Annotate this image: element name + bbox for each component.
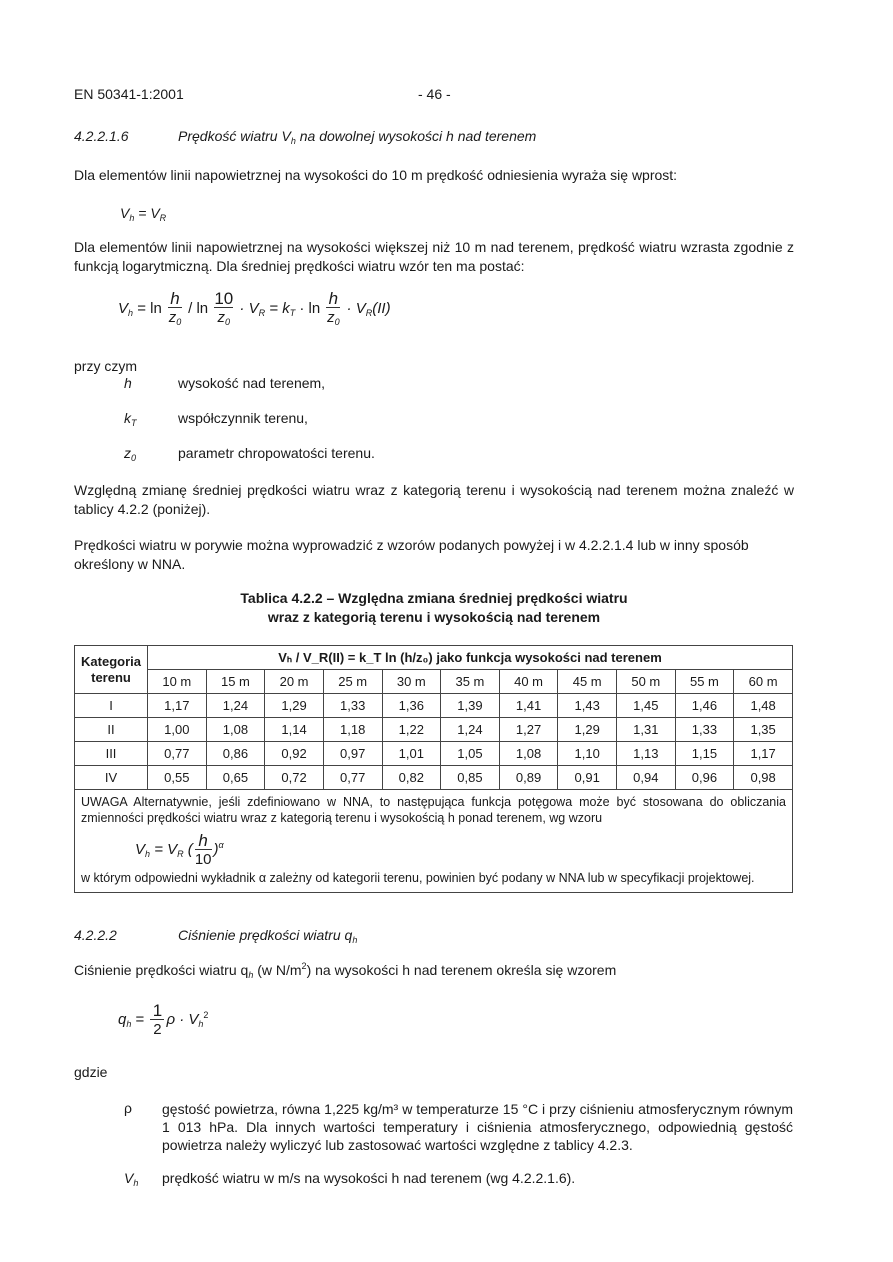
table-note [74, 790, 793, 893]
value-cell: 1,29 [558, 718, 617, 742]
height-header-cell: 50 m [617, 670, 676, 694]
power-law-equation: $V_h = V_R$ ( $\frac{h}{10}$ )$^\alpha$ [135, 831, 224, 868]
log-law-equation: $V_h = \ln$ $\frac{h}{z_0}$ / ln $\frac{10}{z_0}$ · $V_R = k_T \cdot \ln$ $\frac{h}{z_0}$ · $V_R(II)$ [118, 289, 391, 327]
value-cell: 0,77 [148, 742, 207, 766]
value-cell: 1,24 [206, 694, 265, 718]
value-cell: 1,45 [617, 694, 676, 718]
value-cell: 1,00 [148, 718, 207, 742]
value-cell: 1,17 [148, 694, 207, 718]
table-4-2-2 [74, 645, 793, 893]
def-text: prędkość wiatru w m/s na wysokości h nad terenem (wg 4.2.2.1.6). [162, 1170, 576, 1186]
section-number: 4.2.2.1.6 [74, 128, 129, 144]
section-title: Prędkość wiatru $V_h$ na dowolnej wysokości h nad terenem [178, 128, 537, 146]
page-number: - 46 - [418, 86, 451, 102]
category-cell: I [75, 694, 148, 718]
value-cell: 0,82 [382, 766, 441, 790]
value-cell: 1,43 [558, 694, 617, 718]
paragraph: Dla elementów linii napowietrznej na wysokości większej niż 10 m nad terenem, prędkość wiatru wzrasta zgodnie z funkcją logarytmiczną. Dla średniej prędkości wiatru wzór ten ma postać: [74, 239, 794, 274]
value-cell: 0,55 [148, 766, 207, 790]
value-cell: 0,85 [441, 766, 500, 790]
def-symbol: h [124, 375, 132, 391]
def-text: parametr chropowatości terenu. [178, 445, 375, 461]
dynamic-pressure-equation: $q_h$ = $\frac{1}{2}$ $\rho \cdot V_h^2$ [118, 1001, 209, 1038]
header-main: Vₕ / V_R(II) = k_T ln (h/z₀) jako funkcja wysokości nad terenem [148, 646, 793, 670]
value-cell: 1,08 [499, 742, 558, 766]
def-symbol: $k_T$ [124, 410, 137, 428]
value-cell: 1,10 [558, 742, 617, 766]
height-header-cell: 20 m [265, 670, 324, 694]
category-cell: III [75, 742, 148, 766]
value-cell: 0,97 [323, 742, 382, 766]
value-cell: 0,96 [675, 766, 734, 790]
value-cell: 0,65 [206, 766, 265, 790]
height-header-cell: 10 m [148, 670, 207, 694]
value-cell: 1,22 [382, 718, 441, 742]
paragraph: Prędkości wiatru w porywie można wyprowadzić z wzorów podanych powyżej i w 4.2.2.1.4 lub w inny sposób określony w NNA. [74, 537, 749, 572]
height-header-cell: 30 m [382, 670, 441, 694]
category-cell: IV [75, 766, 148, 790]
value-cell: 1,31 [617, 718, 676, 742]
def-symbol: ρ [124, 1100, 132, 1116]
paragraph: Dla elementów linii napowietrznej na wysokości do 10 m prędkość odniesienia wyraża się wprost: [74, 167, 678, 183]
table-row [75, 694, 793, 718]
note-text: w którym odpowiedni wykładnik α zależny od kategorii terenu, powinien być podany w NNA lub w specyfikacji projektowej. [81, 871, 755, 885]
value-cell: 1,41 [499, 694, 558, 718]
value-cell: 1,35 [734, 718, 793, 742]
value-cell: 0,86 [206, 742, 265, 766]
value-cell: 1,33 [675, 718, 734, 742]
height-header-cell: 40 m [499, 670, 558, 694]
value-cell: 1,18 [323, 718, 382, 742]
value-cell: 0,94 [617, 766, 676, 790]
equation-vh-equals-vr: $V_h = V_R$ [120, 205, 167, 223]
value-cell: 1,01 [382, 742, 441, 766]
def-text: współczynnik terenu, [178, 410, 308, 426]
def-symbol: $V_h$ [124, 1170, 139, 1188]
where-intro: przy czym [74, 358, 137, 374]
value-cell: 1,14 [265, 718, 324, 742]
value-cell: 1,24 [441, 718, 500, 742]
height-header-cell: 55 m [675, 670, 734, 694]
value-cell: 1,17 [734, 742, 793, 766]
value-cell: 0,91 [558, 766, 617, 790]
section-title: Ciśnienie prędkości wiatru $q_h$ [178, 927, 358, 945]
value-cell: 1,33 [323, 694, 382, 718]
table-row [75, 742, 793, 766]
value-cell: 0,89 [499, 766, 558, 790]
value-cell: 1,05 [441, 742, 500, 766]
def-symbol: $z_0$ [124, 445, 137, 463]
header-category: Kategoria terenu [75, 646, 148, 694]
standard-reference: EN 50341-1:2001 [74, 86, 184, 102]
value-cell: 1,39 [441, 694, 500, 718]
def-text: wysokość nad terenem, [178, 375, 326, 391]
value-cell: 0,98 [734, 766, 793, 790]
table-caption: Tablica 4.2.2 – Względna zmiana średniej prędkości wiatru wraz z kategorią terenu i wysokością nad terenem [240, 590, 628, 625]
height-header-cell: 35 m [441, 670, 500, 694]
height-header-cell: 45 m [558, 670, 617, 694]
where-intro: gdzie [74, 1064, 108, 1080]
value-cell: 1,08 [206, 718, 265, 742]
value-cell: 0,72 [265, 766, 324, 790]
section-number: 4.2.2.2 [74, 927, 117, 943]
value-cell: 0,92 [265, 742, 324, 766]
height-header-cell: 15 m [206, 670, 265, 694]
table-row [75, 766, 793, 790]
def-text: gęstość powietrza, równa 1,225 kg/m³ w temperaturze 15 °C i przy ciśnieniu atmosferycznym równym 1 013 hPa. Dla innych wartości temperatury i ciśnienia atmosferycznego, odpowiednią gęstość powietrza należy wyliczyć lub zastosować wartości względne z tablicy 4.2.3. [162, 1101, 793, 1153]
paragraph: Względną zmianę średniej prędkości wiatru wraz z kategorią terenu i wysokością nad terenem można znaleźć w tablicy 4.2.2 (poniżej). [74, 482, 794, 517]
value-cell: 1,29 [265, 694, 324, 718]
category-cell: II [75, 718, 148, 742]
value-cell: 1,27 [499, 718, 558, 742]
height-header-cell: 25 m [323, 670, 382, 694]
heights-row [75, 670, 793, 694]
paragraph: Ciśnienie prędkości wiatru $q_h$ (w $N/m^2$) na wysokości h nad terenem określa się wzorem [74, 961, 617, 980]
value-cell: 1,36 [382, 694, 441, 718]
value-cell: 1,46 [675, 694, 734, 718]
table-row [75, 718, 793, 742]
height-header-cell: 60 m [734, 670, 793, 694]
value-cell: 1,13 [617, 742, 676, 766]
value-cell: 1,48 [734, 694, 793, 718]
value-cell: 0,77 [323, 766, 382, 790]
value-cell: 1,15 [675, 742, 734, 766]
note-text: UWAGA Alternatywnie, jeśli zdefiniowano w NNA, to następująca funkcja potęgowa może być stosowana do obliczania zmienności prędkości wiatru wraz z kategorią terenu i wysokością h ponad terenem, wg wzoru [81, 795, 786, 825]
